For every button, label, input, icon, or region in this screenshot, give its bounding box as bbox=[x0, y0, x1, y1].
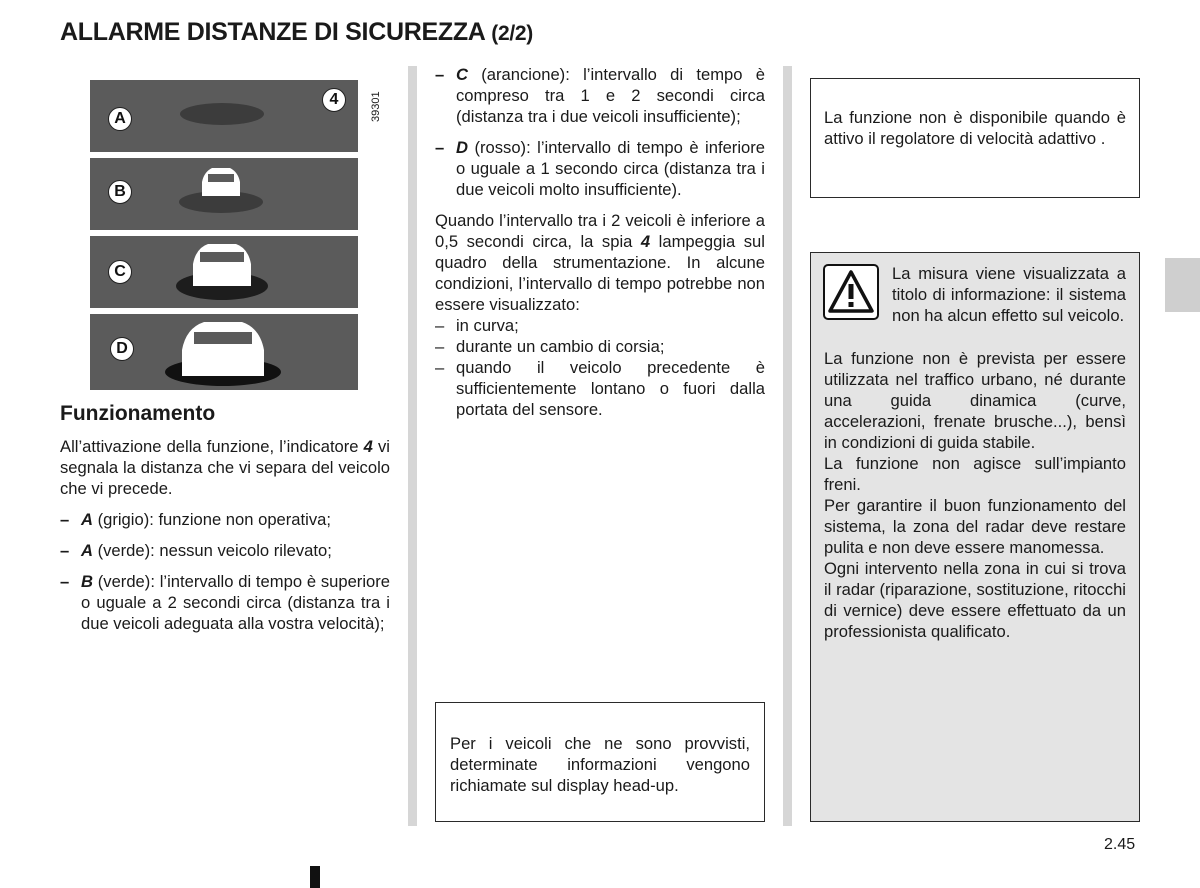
body-paragraph bbox=[435, 210, 765, 315]
title-suffix: (2/2) bbox=[491, 22, 533, 45]
list-dash: – bbox=[60, 541, 70, 560]
list-item bbox=[435, 64, 765, 127]
para-text: Quando l’intervallo tra i 2 veicoli è inferiore a 0,5 secondi circa, la spia bbox=[435, 211, 765, 251]
list-text: (verde): l’intervallo di tempo è superiore o uguale a 2 secondi circa (distanza tra i due veicoli adeguata alla vostra velocità); bbox=[81, 572, 390, 633]
panel-c bbox=[90, 236, 358, 308]
page-title bbox=[60, 18, 533, 47]
list-text: durante un cambio di corsia; bbox=[456, 337, 665, 356]
indicator-ref: 4 bbox=[363, 437, 373, 456]
list-letter: C bbox=[456, 65, 468, 84]
list-dash: – bbox=[435, 138, 445, 157]
note-box-head-up bbox=[435, 702, 765, 822]
warning-paragraph: Ogni intervento nella zona in cui si trova il radar (riparazione, sostituzione, ritocchi di vernice) deve essere effettuato da un professionista qualificato. bbox=[824, 559, 1126, 641]
list-text: (rosso): l’intervallo di tempo è inferiore o uguale a 1 secondo circa (distanza tra i due veicoli molto insufficiente). bbox=[456, 138, 765, 199]
list-letter: D bbox=[456, 138, 468, 157]
panel-label-d: D bbox=[110, 337, 134, 361]
list-item bbox=[435, 315, 765, 336]
warning-body bbox=[824, 348, 1126, 642]
list-text: in curva; bbox=[456, 316, 519, 335]
panel-b bbox=[90, 158, 358, 230]
page-number: 2.45 bbox=[1104, 836, 1136, 853]
list-letter: A bbox=[81, 541, 93, 560]
list-letter: A bbox=[81, 510, 93, 529]
panel-d bbox=[90, 314, 358, 390]
panel-a bbox=[90, 80, 358, 152]
column-divider bbox=[408, 66, 417, 826]
column-2 bbox=[435, 64, 765, 420]
list-dash: – bbox=[60, 510, 70, 529]
warning-paragraph: La funzione non è prevista per essere utilizzata nel traffico urbano, né durante una guida dinamica (curve, accelerazioni, frenate brusche...), bensì in condizioni di guida stabile. bbox=[824, 349, 1126, 452]
warning-paragraph: Per garantire il buon funzionamento del sistema, la zona del radar deve restare pulita e non deve essere manomessa. bbox=[824, 496, 1126, 557]
list-letter: B bbox=[81, 572, 93, 591]
indicator-ref: 4 bbox=[640, 232, 651, 251]
page-marker bbox=[310, 866, 320, 888]
title-text: ALLARME DISTANZE DI SICUREZZA bbox=[60, 18, 485, 46]
indicator-number: 4 bbox=[322, 88, 346, 112]
intro-text-end: vi segnala la distanza che vi separa del veicolo che vi precede. bbox=[60, 437, 390, 498]
note-text: Per i veicoli che ne sono provvisti, determinate informazioni vengono richiamate sul display head-up. bbox=[450, 734, 750, 795]
column-divider bbox=[783, 66, 792, 826]
list-text: quando il veicolo precedente è sufficientemente lontano o fuori dalla portata del sensore. bbox=[456, 358, 765, 419]
section-tab bbox=[1165, 258, 1200, 312]
list-item bbox=[435, 336, 765, 357]
intro-paragraph bbox=[60, 436, 390, 499]
list-item bbox=[435, 137, 765, 200]
list-dash: – bbox=[60, 572, 70, 591]
warning-triangle-icon bbox=[823, 264, 879, 320]
list-dash: – bbox=[435, 358, 445, 377]
warning-paragraph: La funzione non agisce sull’impianto freni. bbox=[824, 454, 1126, 494]
column-1 bbox=[60, 402, 390, 634]
note-text: La funzione non è disponibile quando è attivo il regolatore di velocità adattivo . bbox=[824, 108, 1126, 148]
para-text-end: lampeggia sul quadro della strumentazione. In alcune condizioni, l’intervallo di tempo potrebbe non essere visualizzato: bbox=[435, 232, 765, 314]
panel-label-c: C bbox=[108, 260, 132, 284]
panel-label-b: B bbox=[108, 180, 132, 204]
note-box-adaptive-cruise bbox=[810, 78, 1140, 198]
distance-indicator-illustration bbox=[90, 78, 358, 390]
list-dash: – bbox=[435, 65, 445, 84]
list-item bbox=[60, 509, 390, 530]
section-heading: Funzionamento bbox=[60, 402, 216, 425]
list-dash: – bbox=[435, 337, 445, 356]
intro-text: All’attivazione della funzione, l’indicatore bbox=[60, 437, 364, 456]
list-text: (grigio): funzione non operativa; bbox=[92, 510, 331, 529]
warning-lead: La misura viene visualizzata a titolo di informazione: il sistema non ha alcun effetto sul veicolo. bbox=[892, 264, 1126, 325]
list-item bbox=[435, 357, 765, 420]
list-text: (verde): nessun veicolo rilevato; bbox=[92, 541, 332, 560]
list-text: (arancione): l’intervallo di tempo è compreso tra 1 e 2 secondi circa (distanza tra i due veicoli insufficiente); bbox=[456, 65, 765, 126]
figure-code: 39301 bbox=[370, 91, 382, 122]
list-item bbox=[60, 571, 390, 634]
panel-label-a: A bbox=[108, 107, 132, 131]
list-dash: – bbox=[435, 316, 445, 335]
list-item bbox=[60, 540, 390, 561]
